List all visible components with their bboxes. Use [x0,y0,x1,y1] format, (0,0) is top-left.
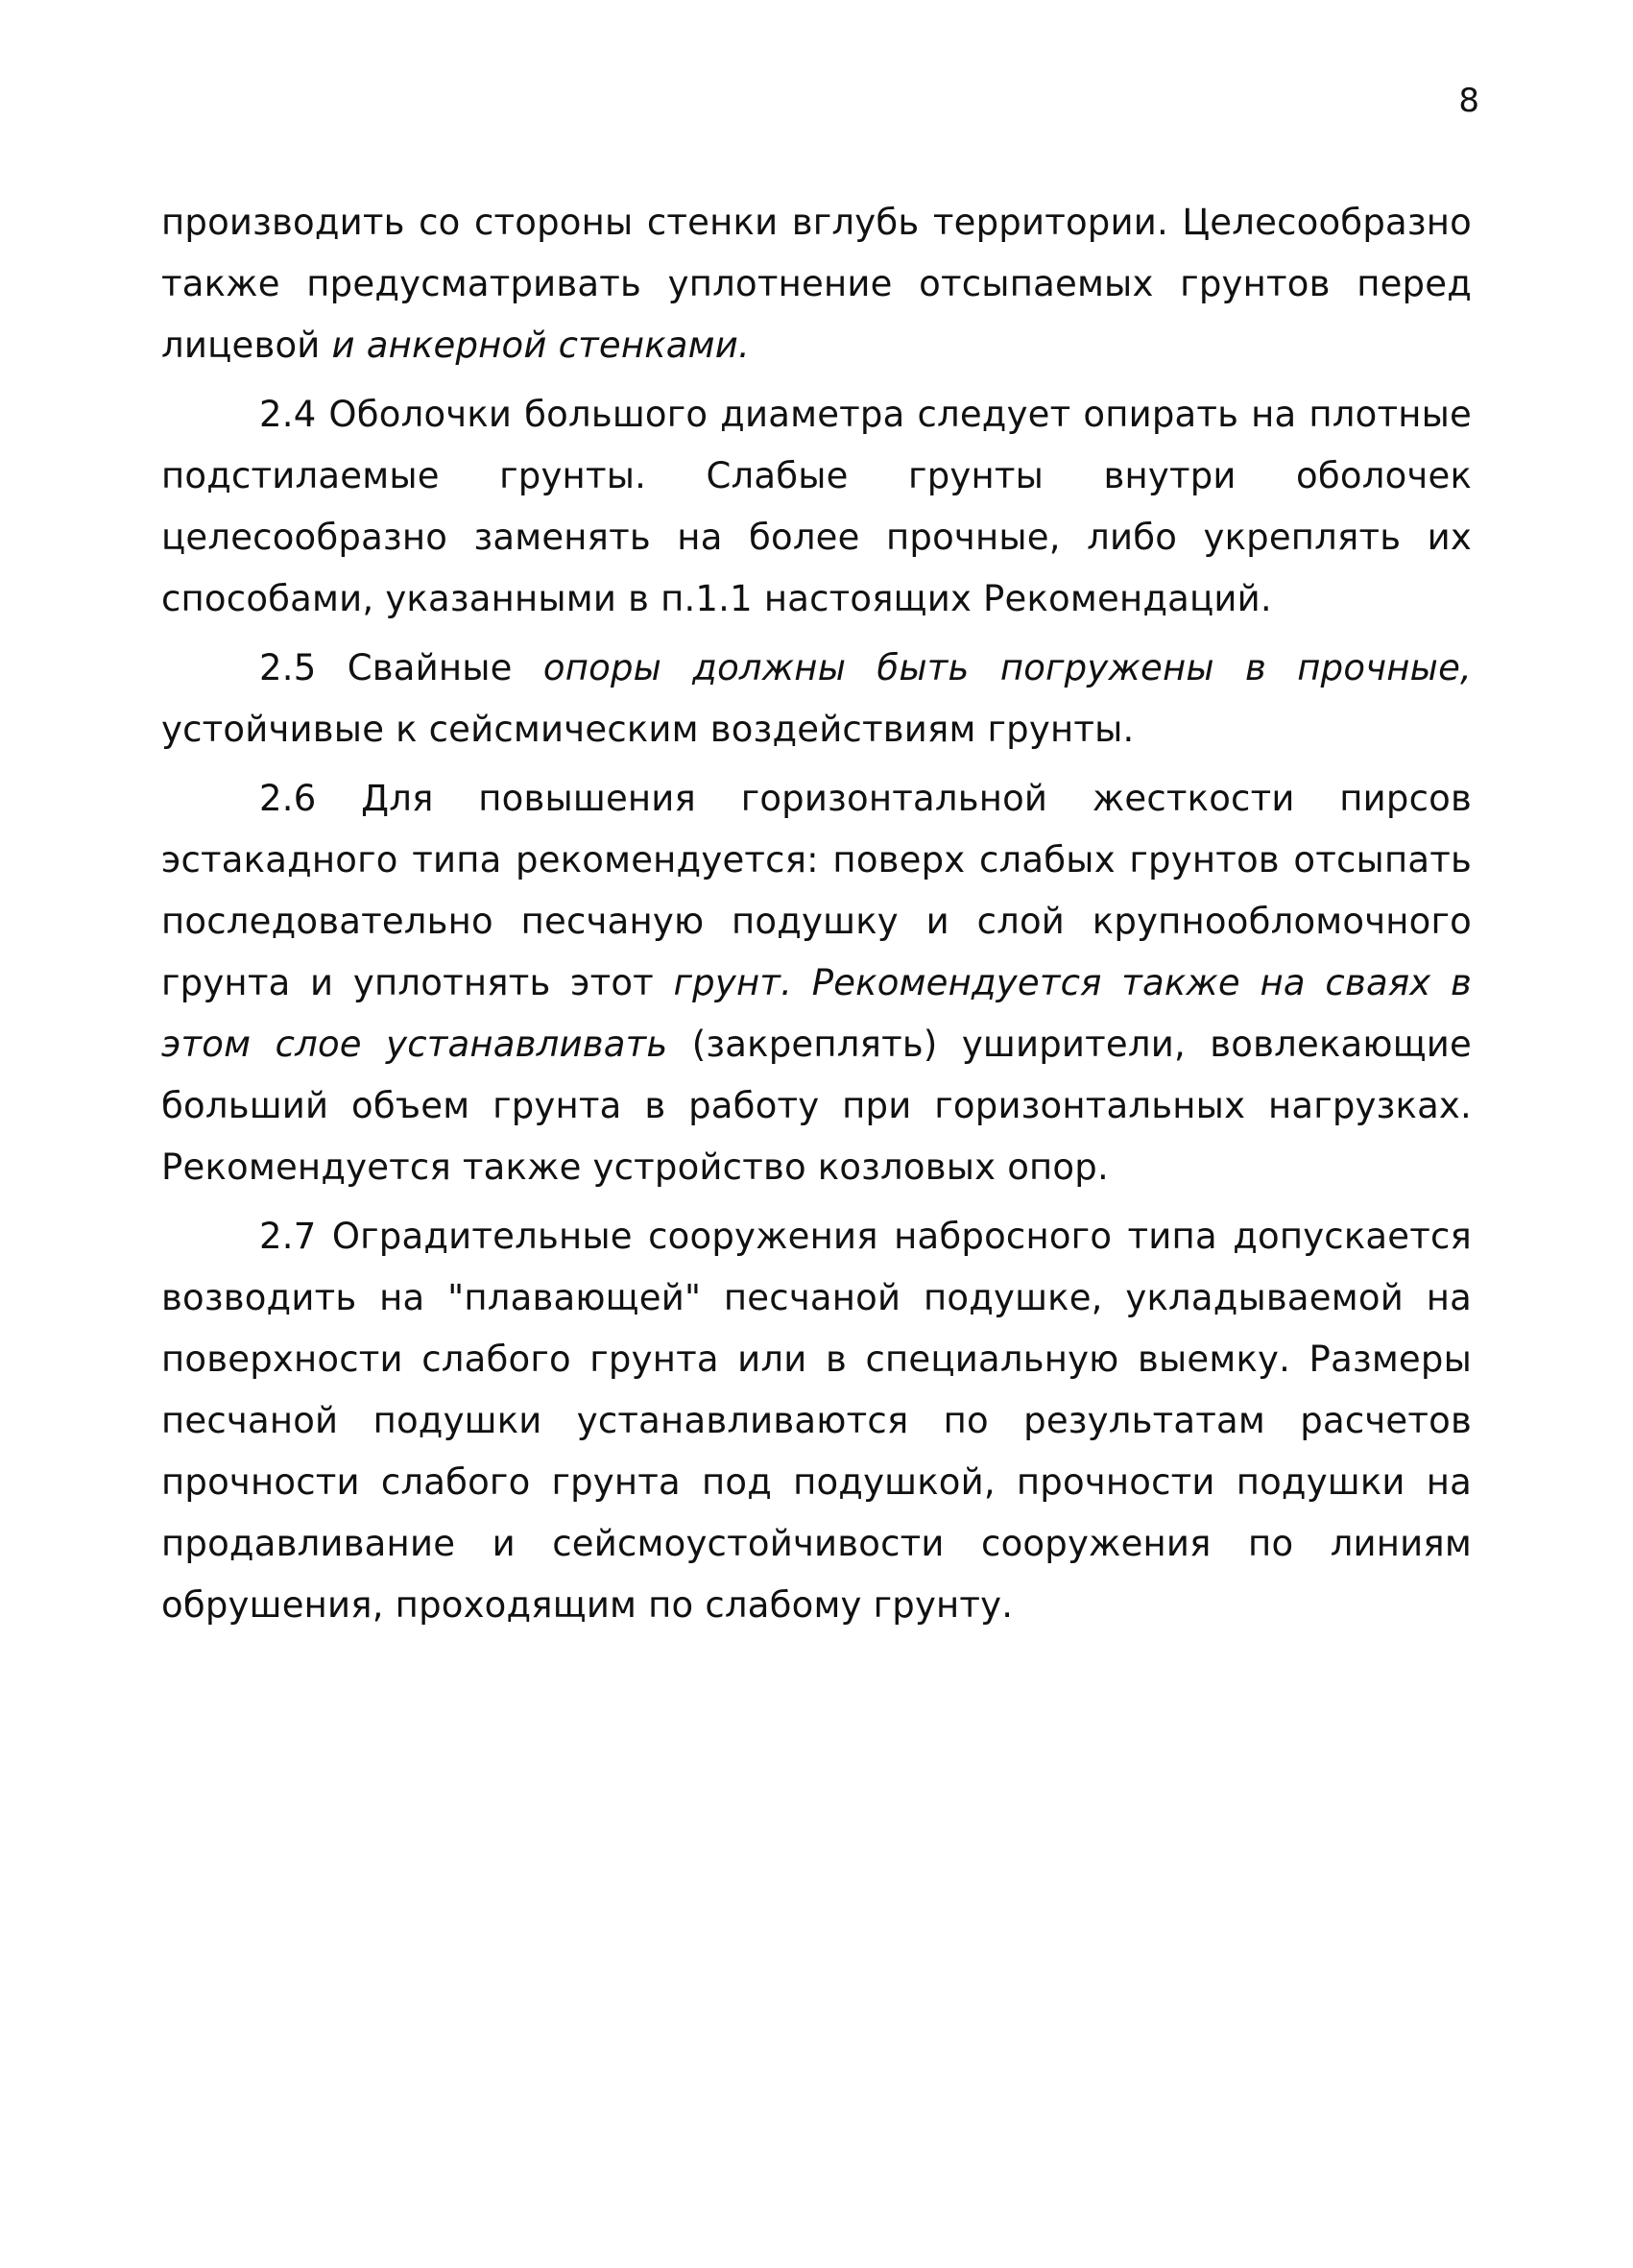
page-number: 8 [1458,82,1479,120]
paragraph-2-7: 2.7 Оградительные сооружения набросного типа допускается возводить на "плавающей" песчаной подушке, укладываемой на поверхности слабого грунта или в специальную выемку. Размеры песчаной подушки устанавливаются по результатам расчетов прочности слабого грунта под подушкой, прочности подушки на продавливание и сейсмоустойчивости сооружения по линиям обрушения, проходящим по слабому грунту. [161,1216,1472,1626]
paragraph-tail: устойчивые к сейсмическим воздействиям грунты. [161,709,1135,750]
paragraph-tail: (закреплять) уширители, вовлекающие больший объем грунта в работу при горизонтальных нагрузках. Рекомендуется также устройство козловых опор. [161,1024,1472,1188]
paragraph-lead: 2.6 Для повышения горизонтальной жесткости пирсов эстакадного типа рекомендуется: поверх слабых грунтов отсыпать последовательно песчаную подушку и слой крупнообломочного грунта и уплотнять этот [161,778,1472,1003]
paragraph-2-6 [161,768,1472,1198]
paragraph-text: производить со стороны стенки вглубь территории. Целесообразно также предусматривать уплотнение отсыпаемых грунтов перед лицевой [161,202,1472,366]
paragraph-continuation [161,192,1472,376]
paragraph-lead: 2.5 Свайные [259,647,543,688]
paragraph-italic-tail: и анкерной стенками. [331,325,750,366]
paragraph-2-4: 2.4 Оболочки большого диаметра следует опирать на плотные подстилаемые грунты. Слабые грунты внутри оболочек целесообразно заменять на более прочные, либо укреплять их способами, указанными в п.1.1 настоящих Рекомендаций. [161,394,1472,619]
document-body [161,192,1472,1644]
paragraph-italic: грунт. Рекомендуется также на сваях в этом слое устанавливать [161,962,1472,1065]
paragraph-2-5 [161,638,1472,760]
paragraph-italic: опоры должны быть погружены в прочные, [542,647,1472,688]
